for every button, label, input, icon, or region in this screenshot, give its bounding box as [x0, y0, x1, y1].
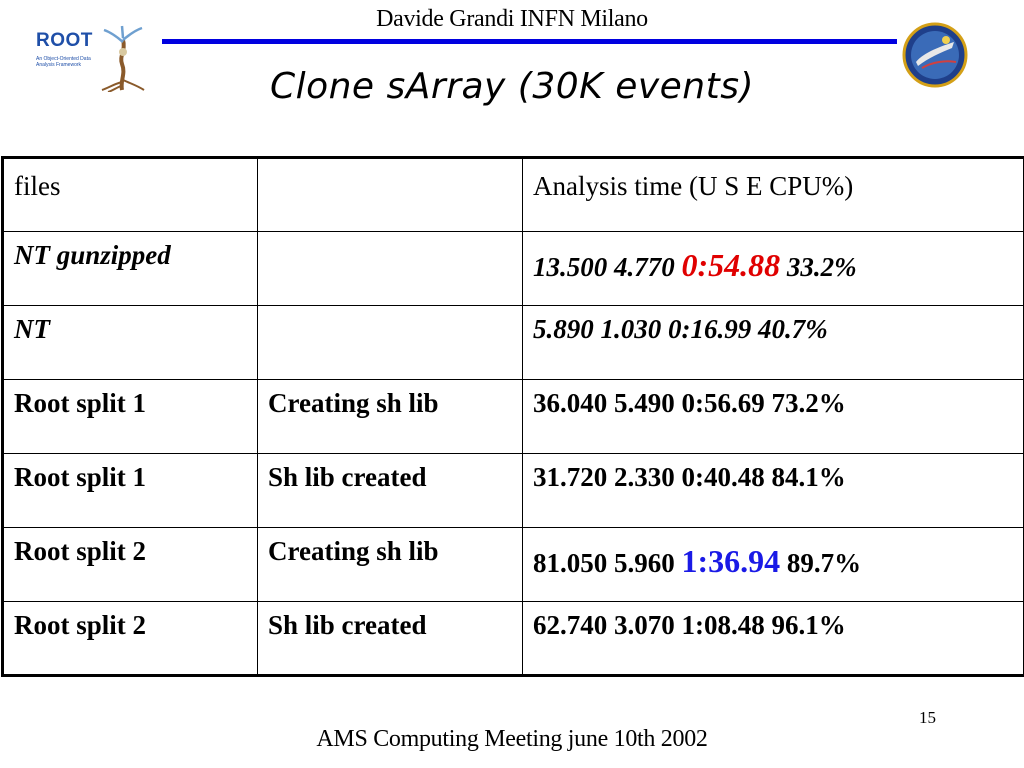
- cell-lib: Sh lib created: [258, 454, 523, 528]
- table-row: [3, 380, 1024, 454]
- cell-time: 36.040 5.490 0:56.69 73.2%: [523, 380, 1024, 454]
- cell-file: NT: [3, 306, 258, 380]
- cell-lib: Creating sh lib: [258, 380, 523, 454]
- header-rule: [162, 39, 897, 44]
- cell-file: Root split 2: [3, 528, 258, 602]
- table-row: [3, 232, 1024, 306]
- time-part: 89.7%: [780, 548, 862, 578]
- header-cell-blank: [258, 158, 523, 232]
- root-logo-tagline: An Object-Oriented Data Analysis Framework: [36, 56, 91, 68]
- table-row: [3, 454, 1024, 528]
- cell-file: Root split 1: [3, 380, 258, 454]
- cell-time: 31.720 2.330 0:40.48 84.1%: [523, 454, 1024, 528]
- cell-file: Root split 1: [3, 454, 258, 528]
- table-row: [3, 306, 1024, 380]
- header-cell-files: files: [3, 158, 258, 232]
- cell-time: 5.890 1.030 0:16.99 40.7%: [523, 306, 1024, 380]
- results-table: [1, 156, 1024, 677]
- time-part: 13.500 4.770: [533, 252, 682, 282]
- root-logo-word: ROOT: [36, 30, 93, 51]
- cell-lib: [258, 306, 523, 380]
- table-header-row: [3, 158, 1024, 232]
- time-part: 33.2%: [780, 252, 857, 282]
- header-cell-analysis-time: Analysis time (U S E CPU%): [523, 158, 1024, 232]
- cell-file: NT gunzipped: [3, 232, 258, 306]
- cell-lib: Sh lib created: [258, 602, 523, 676]
- cell-time: [523, 528, 1024, 602]
- table-row: [3, 602, 1024, 676]
- cell-lib: Creating sh lib: [258, 528, 523, 602]
- page-number: 15: [919, 708, 936, 727]
- time-part: 81.050 5.960: [533, 548, 682, 578]
- cell-time: 62.740 3.070 1:08.48 96.1%: [523, 602, 1024, 676]
- slide-title: Clone sArray (30K events): [269, 66, 755, 107]
- header-author: Davide Grandi INFN Milano: [376, 6, 648, 32]
- cell-file: Root split 2: [3, 602, 258, 676]
- time-highlight-blue: 1:36.94: [681, 543, 781, 579]
- cell-lib: [258, 232, 523, 306]
- table-row: [3, 528, 1024, 602]
- footer-meeting: AMS Computing Meeting june 10th 2002: [316, 726, 708, 752]
- time-highlight-red: 0:54.88: [681, 247, 781, 283]
- cell-time: [523, 232, 1024, 306]
